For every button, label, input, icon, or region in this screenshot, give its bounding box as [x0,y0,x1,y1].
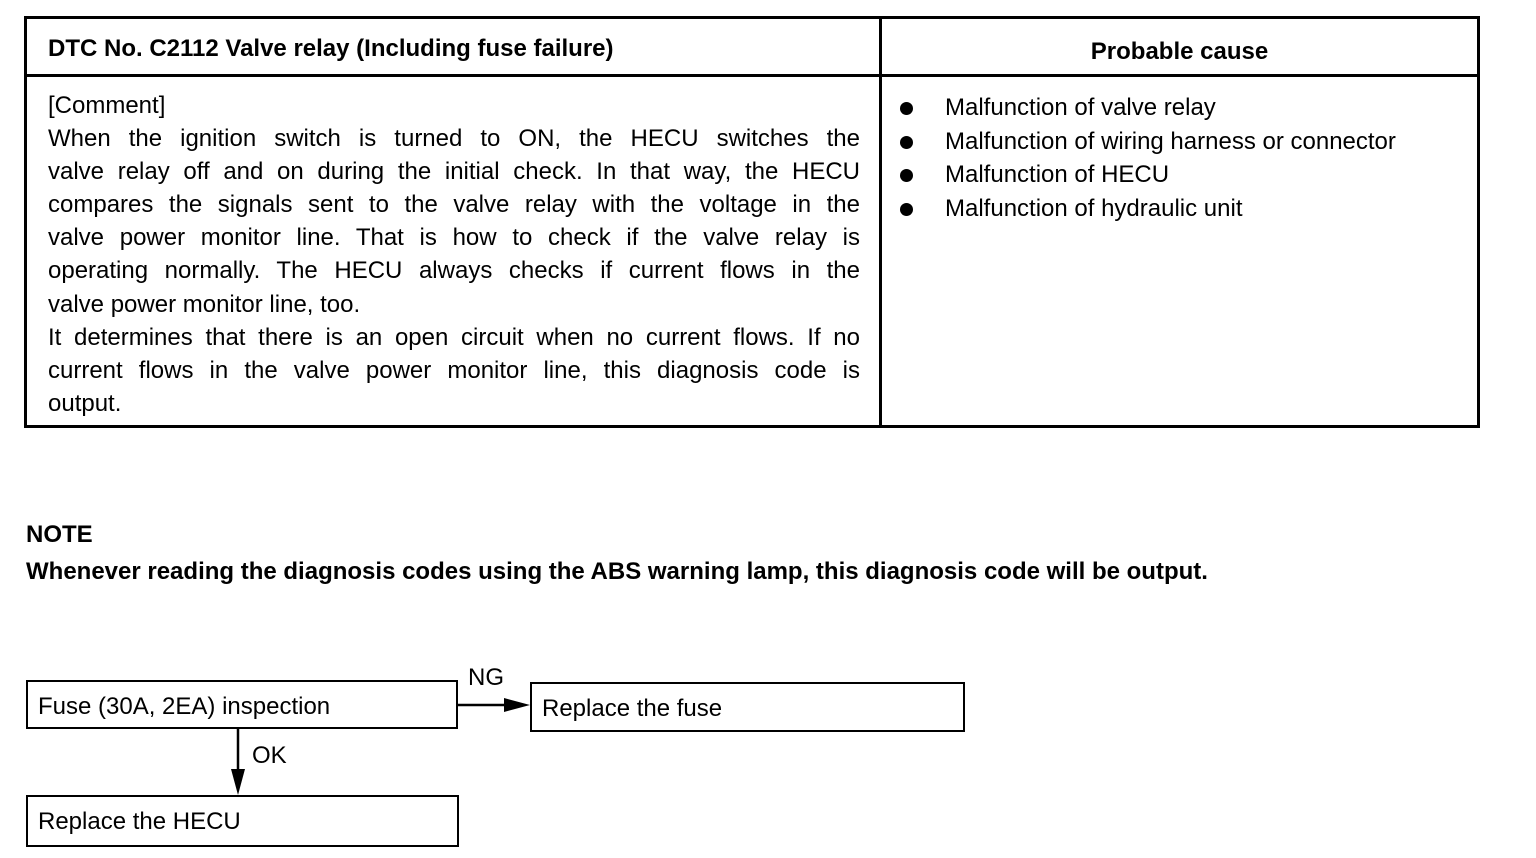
comment-line: [Comment] [48,92,166,119]
probable-cause-item: Malfunction of hydraulic unit [895,192,1396,226]
comment-line: When the ignition switch is turned to ON, the HECU switches the [48,125,860,153]
flow-label-ng: NG [468,664,504,691]
probable-cause-item: Malfunction of valve relay [895,91,1396,125]
comment-line: valve relay off and on during the initial check. In that way, the HECU [48,158,860,186]
arrow-ok [231,729,245,795]
dtc-header-title: DTC No. C2112 Valve relay (Including fuse failure) [48,35,614,62]
probable-cause-header: Probable cause [1090,38,1269,65]
flow-label-ok: OK [252,742,287,769]
comment-line: It determines that there is an open circuit when no current flows. If no [48,323,860,351]
flow-step-label: Replace the fuse [542,695,723,722]
probable-cause-item: Malfunction of wiring harness or connector [895,125,1396,159]
comment-line: valve power monitor line. That is how to check if the valve relay is [48,224,860,252]
probable-cause-item: Malfunction of HECU [895,158,1396,192]
comment-line: current flows in the valve power monitor line, this diagnosis code is [48,356,860,384]
comment-line: valve power monitor line, too. [48,290,361,318]
comment-line: output. [48,389,122,417]
note-title: NOTE [26,521,93,548]
comment-line: compares the signals sent to the valve relay with the voltage in the [48,191,860,219]
flow-step-label: Replace the HECU [38,808,241,835]
comment-line: operating normally. The HECU always checks if current flows in the [48,257,860,285]
flow-step-label: Fuse (30A, 2EA) inspection [38,693,331,720]
arrow-ng [458,698,530,712]
note-text: Whenever reading the diagnosis codes using the ABS warning lamp, this diagnosis code will be output. [26,558,1208,585]
